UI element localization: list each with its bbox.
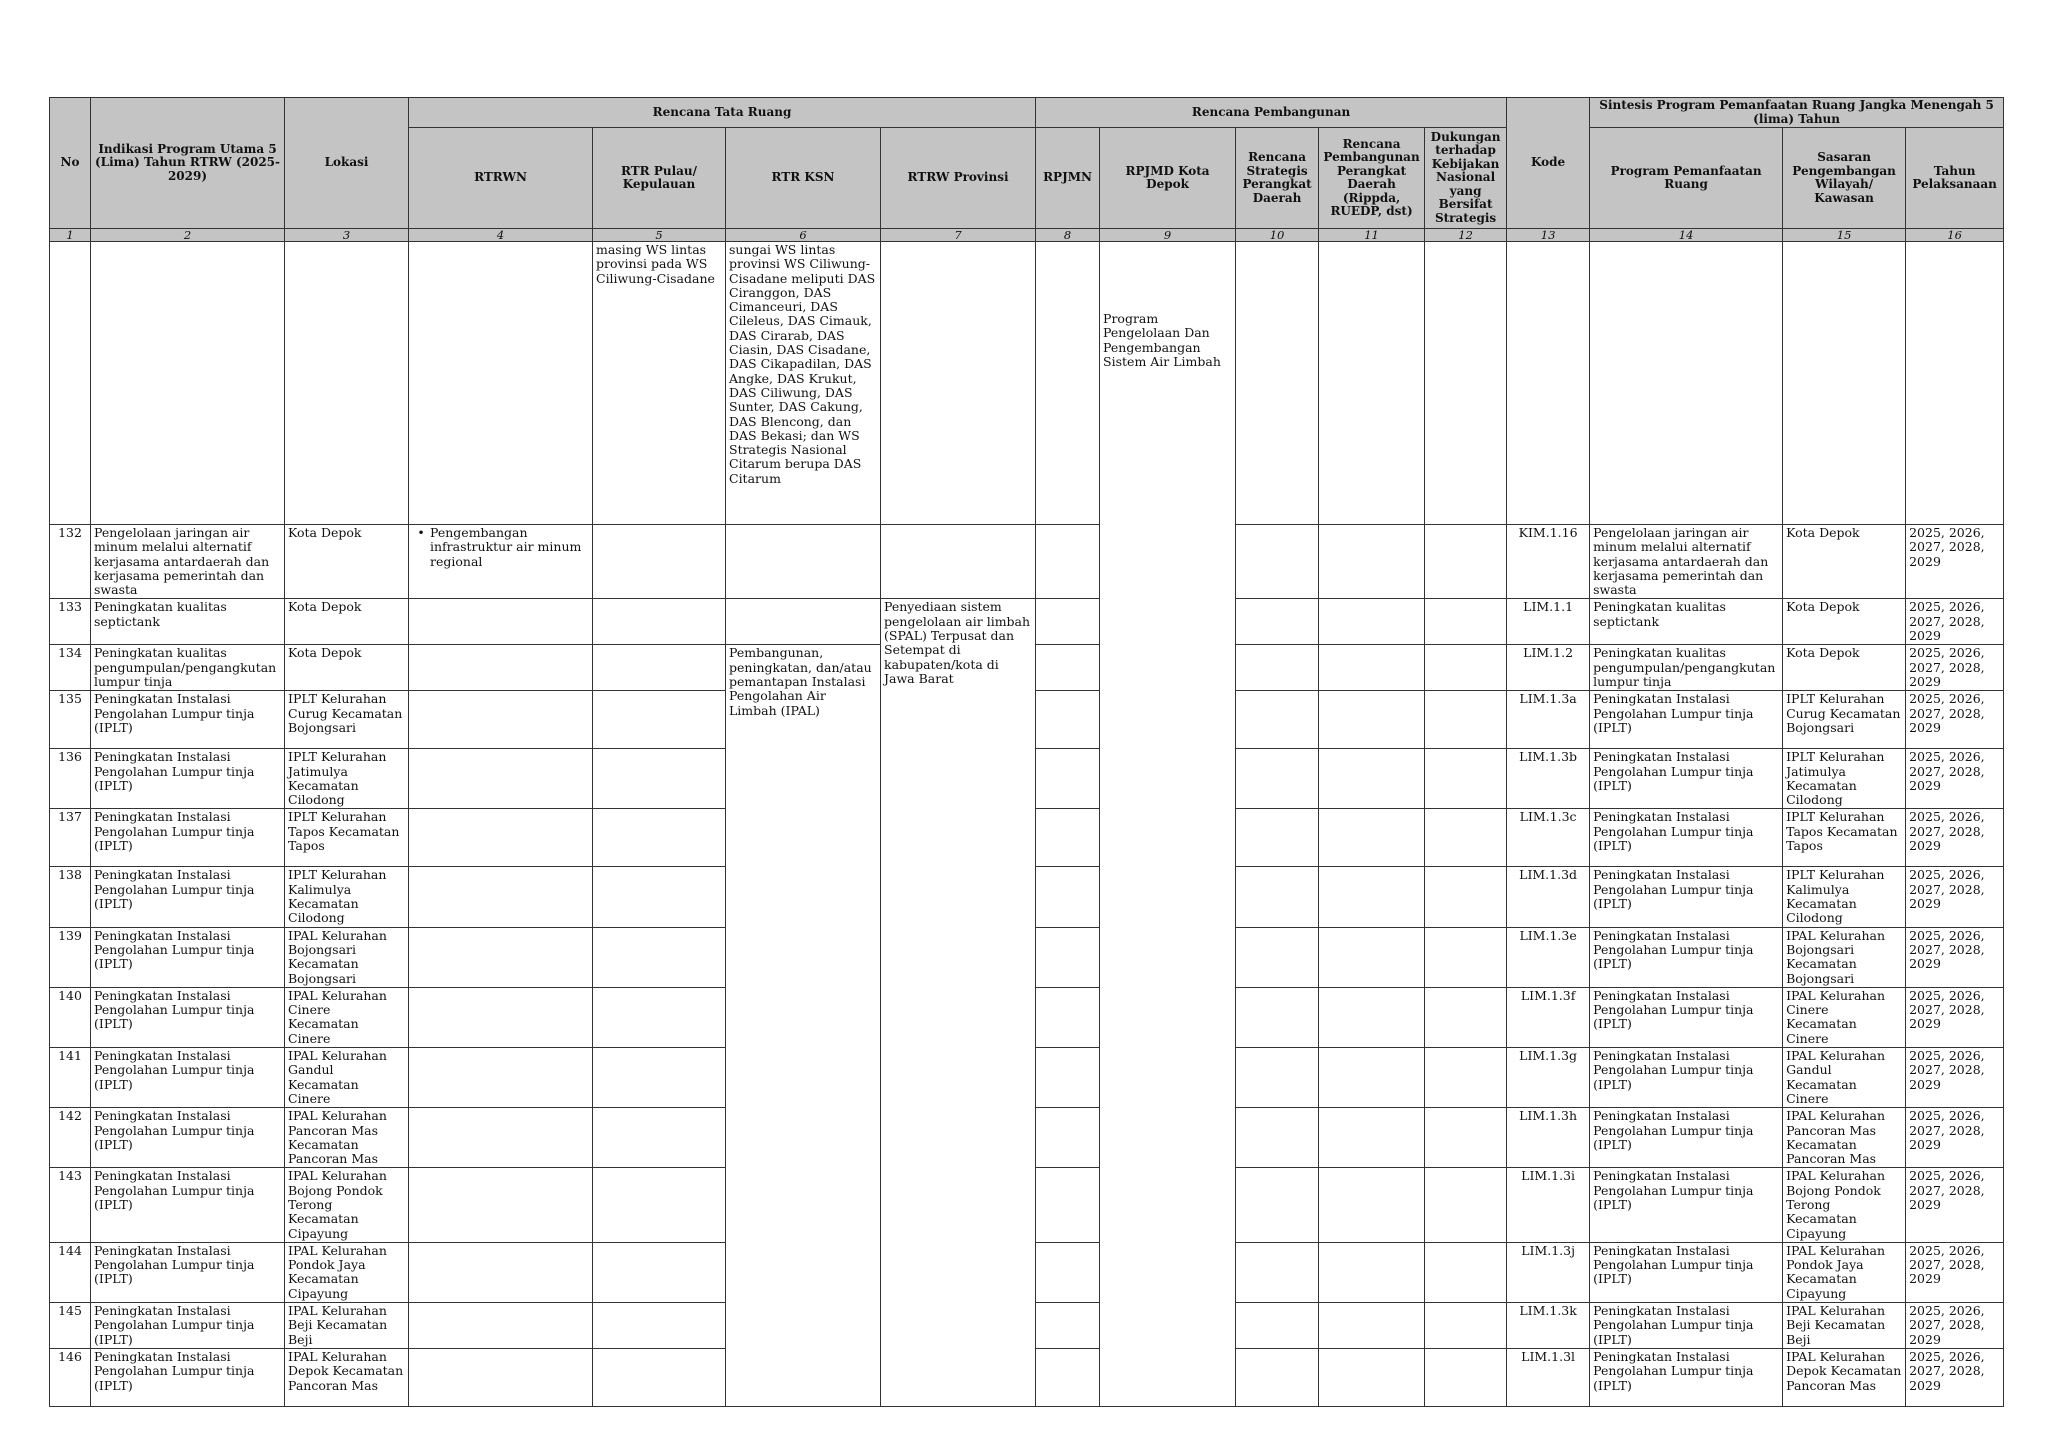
row-kode: LIM.1.3k [1507, 1303, 1590, 1349]
row-indikasi: Pengelolaan jaringan air minum melalui alternatif kerjasama antardaerah dan kerjasama pemerintah dan swasta [91, 525, 285, 599]
row-kode: LIM.1.3a [1507, 691, 1590, 749]
row-tahun: 2025, 2026, 2027, 2028, 2029 [1906, 987, 2004, 1047]
table-row [50, 525, 2004, 599]
row-tahun: 2025, 2026, 2027, 2028, 2029 [1906, 1048, 2004, 1108]
row-program: Peningkatan Instalasi Pengolahan Lumpur tinja (IPLT) [1590, 809, 1783, 867]
row-sasaran: Kota Depok [1783, 645, 1906, 691]
row-no: 142 [50, 1108, 91, 1168]
row-lokasi: IPLT Kelurahan Tapos Kecamatan Tapos [285, 809, 409, 867]
header-indikasi: Indikasi Program Utama 5 (Lima) Tahun RTRW (2025-2029) [91, 98, 285, 229]
row-sasaran: IPAL Kelurahan Bojongsari Kecamatan Bojongsari [1783, 927, 1906, 987]
row-sasaran: IPAL Kelurahan Depok Kecamatan Pancoran Mas [1783, 1348, 1906, 1406]
row-no: 146 [50, 1348, 91, 1406]
row-program: Peningkatan Instalasi Pengolahan Lumpur tinja (IPLT) [1590, 1048, 1783, 1108]
header-no: No [50, 98, 91, 229]
header-dukungan: Dukungan terhadap Kebijakan Nasional yang Bersifat Strategis [1425, 128, 1507, 229]
row-indikasi: Peningkatan Instalasi Pengolahan Lumpur tinja (IPLT) [91, 809, 285, 867]
header-renstra: Rencana Strategis Perangkat Daerah [1236, 128, 1319, 229]
row-no: 143 [50, 1168, 91, 1242]
row-indikasi: Peningkatan Instalasi Pengolahan Lumpur tinja (IPLT) [91, 1048, 285, 1108]
col-number: 16 [1906, 229, 2004, 242]
header-renbang: Rencana Pembangunan Perangkat Daerah (Rippda, RUEDP, dst) [1319, 128, 1425, 229]
col-number: 14 [1590, 229, 1783, 242]
col-number: 5 [593, 229, 726, 242]
header-rtrwn: RTRWN [409, 128, 593, 229]
row-indikasi: Peningkatan Instalasi Pengolahan Lumpur tinja (IPLT) [91, 749, 285, 809]
row-no: 137 [50, 809, 91, 867]
row-sasaran: IPLT Kelurahan Kalimulya Kecamatan Cilodong [1783, 867, 1906, 927]
row-indikasi: Peningkatan Instalasi Pengolahan Lumpur tinja (IPLT) [91, 1242, 285, 1302]
rtr-pulau-continuation: masing WS lintas provinsi pada WS Ciliwung-Cisadane [593, 242, 726, 525]
row-program: Peningkatan Instalasi Pengolahan Lumpur tinja (IPLT) [1590, 867, 1783, 927]
col-number: 8 [1036, 229, 1100, 242]
row-lokasi: IPAL Kelurahan Bojong Pondok Terong Kecamatan Cipayung [285, 1168, 409, 1242]
row-no: 132 [50, 525, 91, 599]
row-sasaran: IPLT Kelurahan Curug Kecamatan Bojongsari [1783, 691, 1906, 749]
program-table [49, 97, 2004, 1407]
row-program: Peningkatan kualitas pengumpulan/pengangkutan lumpur tinja [1590, 645, 1783, 691]
row-program: Peningkatan Instalasi Pengolahan Lumpur tinja (IPLT) [1590, 1303, 1783, 1349]
row-sasaran: IPLT Kelurahan Jatimulya Kecamatan Cilodong [1783, 749, 1906, 809]
row-kode: LIM.1.3g [1507, 1048, 1590, 1108]
row-program: Peningkatan Instalasi Pengolahan Lumpur tinja (IPLT) [1590, 1348, 1783, 1406]
col-number: 13 [1507, 229, 1590, 242]
row-sasaran: IPAL Kelurahan Gandul Kecamatan Cinere [1783, 1048, 1906, 1108]
col-number: 15 [1783, 229, 1906, 242]
row-kode: LIM.1.1 [1507, 599, 1590, 645]
col-number: 6 [726, 229, 881, 242]
header-tahun: Tahun Pelaksanaan [1906, 128, 2004, 229]
row-indikasi: Peningkatan Instalasi Pengolahan Lumpur tinja (IPLT) [91, 867, 285, 927]
row-kode: LIM.1.3f [1507, 987, 1590, 1047]
header-lokasi: Lokasi [285, 98, 409, 229]
row-program: Peningkatan Instalasi Pengolahan Lumpur tinja (IPLT) [1590, 987, 1783, 1047]
row-kode: LIM.1.3d [1507, 867, 1590, 927]
continuation-row [50, 242, 2004, 525]
row-kode: LIM.1.3i [1507, 1168, 1590, 1242]
row-program: Peningkatan Instalasi Pengolahan Lumpur tinja (IPLT) [1590, 1108, 1783, 1168]
row-indikasi: Peningkatan Instalasi Pengolahan Lumpur tinja (IPLT) [91, 1303, 285, 1349]
row-indikasi: Peningkatan Instalasi Pengolahan Lumpur tinja (IPLT) [91, 1348, 285, 1406]
row-sasaran: IPAL Kelurahan Pancoran Mas Kecamatan Pancoran Mas [1783, 1108, 1906, 1168]
row-lokasi: IPAL Kelurahan Pondok Jaya Kecamatan Cipayung [285, 1242, 409, 1302]
row-kode: LIM.1.3c [1507, 809, 1590, 867]
row-kode: LIM.1.3b [1507, 749, 1590, 809]
row-indikasi: Peningkatan kualitas septictank [91, 599, 285, 645]
column-number-row [50, 229, 2004, 242]
header-program: Program Pemanfaatan Ruang [1590, 128, 1783, 229]
row-sasaran: IPLT Kelurahan Tapos Kecamatan Tapos [1783, 809, 1906, 867]
header-rencana-pembangunan: Rencana Pembangunan [1036, 98, 1507, 128]
rtrwn-text: Pengembangan infrastruktur air minum regional [430, 525, 582, 569]
row-kode: LIM.1.3e [1507, 927, 1590, 987]
row-tahun: 2025, 2026, 2027, 2028, 2029 [1906, 599, 2004, 645]
table-row [50, 599, 2004, 645]
row-sasaran: IPAL Kelurahan Cinere Kecamatan Cinere [1783, 987, 1906, 1047]
row-lokasi: IPLT Kelurahan Jatimulya Kecamatan Cilodong [285, 749, 409, 809]
row-lokasi: IPAL Kelurahan Cinere Kecamatan Cinere [285, 987, 409, 1047]
row-tahun: 2025, 2026, 2027, 2028, 2029 [1906, 867, 2004, 927]
row-lokasi: IPAL Kelurahan Gandul Kecamatan Cinere [285, 1048, 409, 1108]
row-no: 133 [50, 599, 91, 645]
row-no: 145 [50, 1303, 91, 1349]
header-rpjmn: RPJMN [1036, 128, 1100, 229]
rtrw-provinsi-limbah: Penyediaan sistem pengelolaan air limbah (SPAL) Terpusat dan Setempat di kabupaten/kota di Jawa Barat [881, 599, 1036, 1406]
row-no: 134 [50, 645, 91, 691]
row-program: Peningkatan Instalasi Pengolahan Lumpur tinja (IPLT) [1590, 1168, 1783, 1242]
rtr-ksn-limbah: Pembangunan, peningkatan, dan/atau pemantapan Instalasi Pengolahan Air Limbah (IPAL) [726, 645, 881, 1407]
row-program: Peningkatan Instalasi Pengolahan Lumpur tinja (IPLT) [1590, 1242, 1783, 1302]
row-program: Peningkatan Instalasi Pengolahan Lumpur tinja (IPLT) [1590, 691, 1783, 749]
row-tahun: 2025, 2026, 2027, 2028, 2029 [1906, 1108, 2004, 1168]
row-kode: LIM.1.3l [1507, 1348, 1590, 1406]
header-rencana-tata-ruang: Rencana Tata Ruang [409, 98, 1036, 128]
header-rtr-ksn: RTR KSN [726, 128, 881, 229]
row-lokasi: IPAL Kelurahan Pancoran Mas Kecamatan Pancoran Mas [285, 1108, 409, 1168]
row-program: Peningkatan Instalasi Pengolahan Lumpur tinja (IPLT) [1590, 749, 1783, 809]
header-sintesis: Sintesis Program Pemanfaatan Ruang Jangka Menengah 5 (lima) Tahun [1590, 98, 2004, 128]
row-no: 135 [50, 691, 91, 749]
col-number: 7 [881, 229, 1036, 242]
row-no: 144 [50, 1242, 91, 1302]
header-rtrw-provinsi: RTRW Provinsi [881, 128, 1036, 229]
col-number: 10 [1236, 229, 1319, 242]
row-indikasi: Peningkatan Instalasi Pengolahan Lumpur tinja (IPLT) [91, 927, 285, 987]
col-number: 11 [1319, 229, 1425, 242]
col-number: 1 [50, 229, 91, 242]
col-number: 9 [1100, 229, 1236, 242]
rpjmd-limbah-text: Program Pengelolaan Dan Pengembangan Sistem Air Limbah [1103, 311, 1221, 369]
row-tahun: 2025, 2026, 2027, 2028, 2029 [1906, 927, 2004, 987]
col-number: 4 [409, 229, 593, 242]
row-kode: LIM.1.3j [1507, 1242, 1590, 1302]
row-indikasi: Peningkatan kualitas pengumpulan/pengangkutan lumpur tinja [91, 645, 285, 691]
row-sasaran: Kota Depok [1783, 525, 1906, 599]
row-program: Peningkatan kualitas septictank [1590, 599, 1783, 645]
row-program: Pengelolaan jaringan air minum melalui alternatif kerjasama antardaerah dan kerjasama pemerintah dan swasta [1590, 525, 1783, 599]
row-indikasi: Peningkatan Instalasi Pengolahan Lumpur tinja (IPLT) [91, 1108, 285, 1168]
row-tahun: 2025, 2026, 2027, 2028, 2029 [1906, 1348, 2004, 1406]
row-lokasi: Kota Depok [285, 525, 409, 599]
row-no: 136 [50, 749, 91, 809]
row-tahun: 2025, 2026, 2027, 2028, 2029 [1906, 749, 2004, 809]
row-kode: KIM.1.16 [1507, 525, 1590, 599]
row-lokasi: IPAL Kelurahan Beji Kecamatan Beji [285, 1303, 409, 1349]
col-number: 12 [1425, 229, 1507, 242]
col-number: 2 [91, 229, 285, 242]
header-sasaran: Sasaran Pengembangan Wilayah/ Kawasan [1783, 128, 1906, 229]
rtr-ksn-continuation: sungai WS lintas provinsi WS Ciliwung-Cisadane meliputi DAS Ciranggon, DAS Cimanceuri, DAS Cileleus, DAS Cimauk, DAS Cirarab, DAS Ciasin, DAS Cisadane, DAS Cikapadilan, DAS Angke, DAS Krukut, DAS Ciliwung, DAS Sunter, DAS Cakung, DAS Blencong, dan DAS Bekasi; dan WS Strategis Nasional Citarum berupa DAS Citarum [726, 242, 881, 525]
row-tahun: 2025, 2026, 2027, 2028, 2029 [1906, 645, 2004, 691]
row-sasaran: IPAL Kelurahan Beji Kecamatan Beji [1783, 1303, 1906, 1349]
row-no: 141 [50, 1048, 91, 1108]
header-kode: Kode [1507, 98, 1590, 229]
row-lokasi: IPLT Kelurahan Kalimulya Kecamatan Cilodong [285, 867, 409, 927]
row-no: 139 [50, 927, 91, 987]
row-tahun: 2025, 2026, 2027, 2028, 2029 [1906, 1303, 2004, 1349]
row-sasaran: IPAL Kelurahan Bojong Pondok Terong Kecamatan Cipayung [1783, 1168, 1906, 1242]
header-rpjmd: RPJMD Kota Depok [1100, 128, 1236, 229]
row-lokasi: Kota Depok [285, 599, 409, 645]
row-indikasi: Peningkatan Instalasi Pengolahan Lumpur tinja (IPLT) [91, 691, 285, 749]
row-tahun: 2025, 2026, 2027, 2028, 2029 [1906, 525, 2004, 599]
row-no: 140 [50, 987, 91, 1047]
row-lokasi: IPAL Kelurahan Depok Kecamatan Pancoran Mas [285, 1348, 409, 1406]
header-rtr-pulau: RTR Pulau/ Kepulauan [593, 128, 726, 229]
row-tahun: 2025, 2026, 2027, 2028, 2029 [1906, 1242, 2004, 1302]
document-page [49, 97, 2003, 1407]
row-sasaran: Kota Depok [1783, 599, 1906, 645]
row-kode: LIM.1.2 [1507, 645, 1590, 691]
rtrwn-cell [409, 525, 593, 599]
row-indikasi: Peningkatan Instalasi Pengolahan Lumpur tinja (IPLT) [91, 1168, 285, 1242]
row-tahun: 2025, 2026, 2027, 2028, 2029 [1906, 691, 2004, 749]
col-number: 3 [285, 229, 409, 242]
row-indikasi: Peningkatan Instalasi Pengolahan Lumpur tinja (IPLT) [91, 987, 285, 1047]
row-lokasi: IPLT Kelurahan Curug Kecamatan Bojongsari [285, 691, 409, 749]
row-no: 138 [50, 867, 91, 927]
row-lokasi: Kota Depok [285, 645, 409, 691]
row-kode: LIM.1.3h [1507, 1108, 1590, 1168]
row-program: Peningkatan Instalasi Pengolahan Lumpur tinja (IPLT) [1590, 927, 1783, 987]
row-lokasi: IPAL Kelurahan Bojongsari Kecamatan Bojongsari [285, 927, 409, 987]
row-tahun: 2025, 2026, 2027, 2028, 2029 [1906, 809, 2004, 867]
row-tahun: 2025, 2026, 2027, 2028, 2029 [1906, 1168, 2004, 1242]
rpjmd-cell [1100, 242, 1236, 1407]
row-sasaran: IPAL Kelurahan Pondok Jaya Kecamatan Cipayung [1783, 1242, 1906, 1302]
bullet-icon: • [417, 525, 425, 540]
